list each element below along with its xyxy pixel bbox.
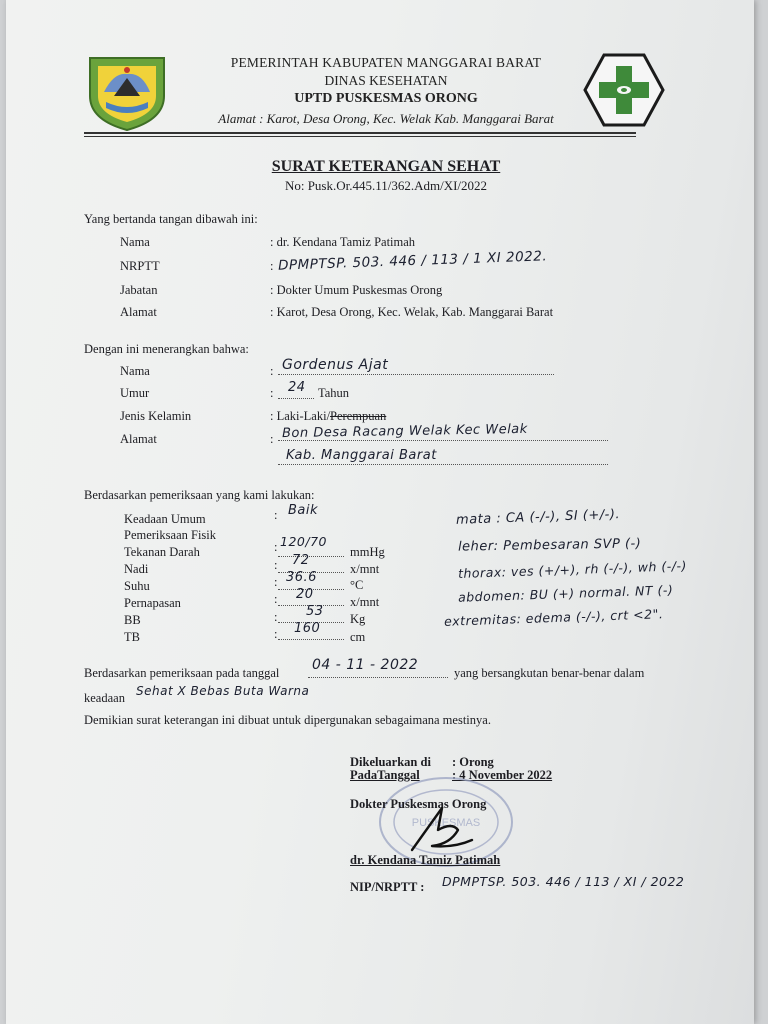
note-extremitas: extremitas: edema (-/-), crt <2". xyxy=(443,606,664,629)
kop-dinas: DINAS KESEHATAN xyxy=(324,73,448,88)
conclusion-line1b: yang bersangkutan benar-benar dalam xyxy=(454,666,645,680)
exam-tb-unit: cm xyxy=(350,630,366,644)
patient-name-value: Gordenus Ajat xyxy=(282,357,389,373)
issued-at-label: Dikeluarkan di xyxy=(350,755,431,769)
exam-tb-label: TB xyxy=(124,630,140,644)
patient-name-label: Nama xyxy=(120,364,150,378)
exam-nafas-colon: : xyxy=(274,592,278,606)
exam-td-unit: mmHg xyxy=(350,545,385,559)
exam-suhu-unit: °C xyxy=(350,578,364,592)
patient-age-value: 24 xyxy=(288,380,306,395)
header-rule-thin xyxy=(84,136,636,137)
conclusion-keadaan-value: Sehat X Bebas Buta Warna xyxy=(136,684,310,698)
exam-suhu-value: 36.6 xyxy=(286,570,317,585)
patient-gender-value: : Laki-Laki/Perempuan xyxy=(270,409,387,423)
signer-position: Dokter Puskesmas Orong xyxy=(350,797,487,811)
exam-fisik-label: Pemeriksaan Fisik xyxy=(124,528,217,542)
document-number: No: Pusk.Or.445.11/362.Adm/XI/2022 xyxy=(284,178,488,193)
signer-jabatan-label: Jabatan xyxy=(120,283,158,297)
exam-nadi-label: Nadi xyxy=(124,562,149,576)
intro-patient: Dengan ini menerangkan bahwa: xyxy=(84,342,249,356)
patient-age-unit: Tahun xyxy=(318,386,350,400)
exam-td-label: Tekanan Darah xyxy=(124,545,200,559)
note-leher: leher: Pembesaran SVP (-) xyxy=(457,536,642,555)
patient-name-colon: : xyxy=(270,364,274,378)
intro-exam: Berdasarkan pemeriksaan yang kami lakukan: xyxy=(84,488,315,502)
patient-age-dots xyxy=(278,398,314,399)
patient-address-dots1 xyxy=(278,440,608,441)
exam-tb-dots xyxy=(278,639,344,640)
exam-tb-value: 160 xyxy=(294,621,321,636)
exam-bb-colon: : xyxy=(274,610,278,624)
signer-nrptt-colon: : xyxy=(270,259,274,273)
exam-keadaan-value: Baik xyxy=(288,503,319,518)
conclusion-line1a: Berdasarkan pemeriksaan pada tanggal xyxy=(84,666,280,680)
header-rule xyxy=(84,132,636,134)
kop-alamat: Alamat : Karot, Desa Orong, Kec. Welak Kab. Manggarai Barat xyxy=(218,111,554,126)
patient-name-dots xyxy=(278,374,554,375)
handwritten-signature-icon xyxy=(402,800,482,860)
signer-nip-value: DPMPTSP. 503. 446 / 113 / XI / 2022 xyxy=(442,874,685,889)
document-page xyxy=(6,0,754,1024)
kop-pemerintah: PEMERINTAH KABUPATEN MANGGARAI BARAT xyxy=(230,55,542,70)
puskesmas-logo-icon xyxy=(582,52,666,128)
exam-bb-label: BB xyxy=(124,613,141,627)
exam-td-value: 120/70 xyxy=(280,534,327,549)
exam-nadi-colon: : xyxy=(274,558,278,572)
exam-td-colon: : xyxy=(274,540,278,554)
intro-signer: Yang bertanda tangan dibawah ini: xyxy=(84,212,258,226)
closing-statement: Demikian surat keterangan ini dibuat untuk dipergunakan sebagaimana mestinya. xyxy=(84,713,491,727)
kop-uptd: UPTD PUSKESMAS ORONG xyxy=(294,91,478,106)
signer-alamat-label: Alamat xyxy=(120,305,157,319)
exam-nafas-label: Pernapasan xyxy=(124,596,181,610)
exam-suhu-colon: : xyxy=(274,575,278,589)
issued-at-value: : Orong xyxy=(452,755,494,769)
note-abdomen: abdomen: BU (+) normal. NT (-) xyxy=(457,582,674,605)
exam-bb-value: 53 xyxy=(306,604,324,619)
patient-gender-label: Jenis Kelamin xyxy=(120,409,192,423)
exam-suhu-label: Suhu xyxy=(124,579,150,593)
conclusion-keadaan: keadaan xyxy=(84,691,125,705)
exam-nadi-unit: x/mnt xyxy=(350,562,380,576)
document-title: SURAT KETERANGAN SEHAT xyxy=(271,158,501,175)
patient-age-colon: : xyxy=(270,386,274,400)
exam-td-dots xyxy=(278,556,344,557)
signer-full-name: dr. Kendana Tamiz Patimah xyxy=(350,853,501,867)
svg-text:PUSKESMAS: PUSKESMAS xyxy=(411,817,481,829)
patient-address-line1: Bon Desa Racang Welak Kec Welak xyxy=(281,421,528,442)
signer-nrptt-label: NRPTT xyxy=(120,259,160,273)
signer-alamat-value: : Karot, Desa Orong, Kec. Welak, Kab. Manggarai Barat xyxy=(270,305,554,319)
note-thorax: thorax: ves (+/+), rh (-/-), wh (-/-) xyxy=(457,558,688,581)
exam-tb-colon: : xyxy=(274,627,278,641)
patient-age-label: Umur xyxy=(120,386,150,400)
note-mata: mata : CA (-/-), SI (+/-). xyxy=(455,507,621,528)
exam-nafas-unit: x/mnt xyxy=(350,595,380,609)
patient-address-dots2 xyxy=(278,464,608,465)
conclusion-date-dots xyxy=(308,677,448,678)
signer-name-label: Nama xyxy=(120,235,150,249)
exam-nafas-value: 20 xyxy=(296,587,314,602)
issued-date-value: : 4 November 2022 xyxy=(452,768,553,782)
conclusion-date: 04 - 11 - 2022 xyxy=(312,657,419,673)
issued-date-label: PadaTanggal xyxy=(350,768,420,782)
exam-keadaan-colon: : xyxy=(274,508,278,522)
patient-address-line2: Kab. Manggarai Barat xyxy=(286,448,437,463)
signer-nrptt-value: DPMPTSP. 503. 446 / 113 / 1 XI 2022. xyxy=(277,248,548,274)
signer-name-value: : dr. Kendana Tamiz Patimah xyxy=(270,235,416,249)
patient-address-colon: : xyxy=(270,432,274,446)
exam-nadi-value: 72 xyxy=(292,553,310,568)
signer-nip-label: NIP/NRPTT : xyxy=(350,880,425,894)
exam-bb-unit: Kg xyxy=(350,612,366,626)
signer-jabatan-value: : Dokter Umum Puskesmas Orong xyxy=(270,283,443,297)
patient-address-label: Alamat xyxy=(120,432,157,446)
kabupaten-logo-icon xyxy=(84,52,170,132)
exam-keadaan-label: Keadaan Umum xyxy=(124,512,206,526)
